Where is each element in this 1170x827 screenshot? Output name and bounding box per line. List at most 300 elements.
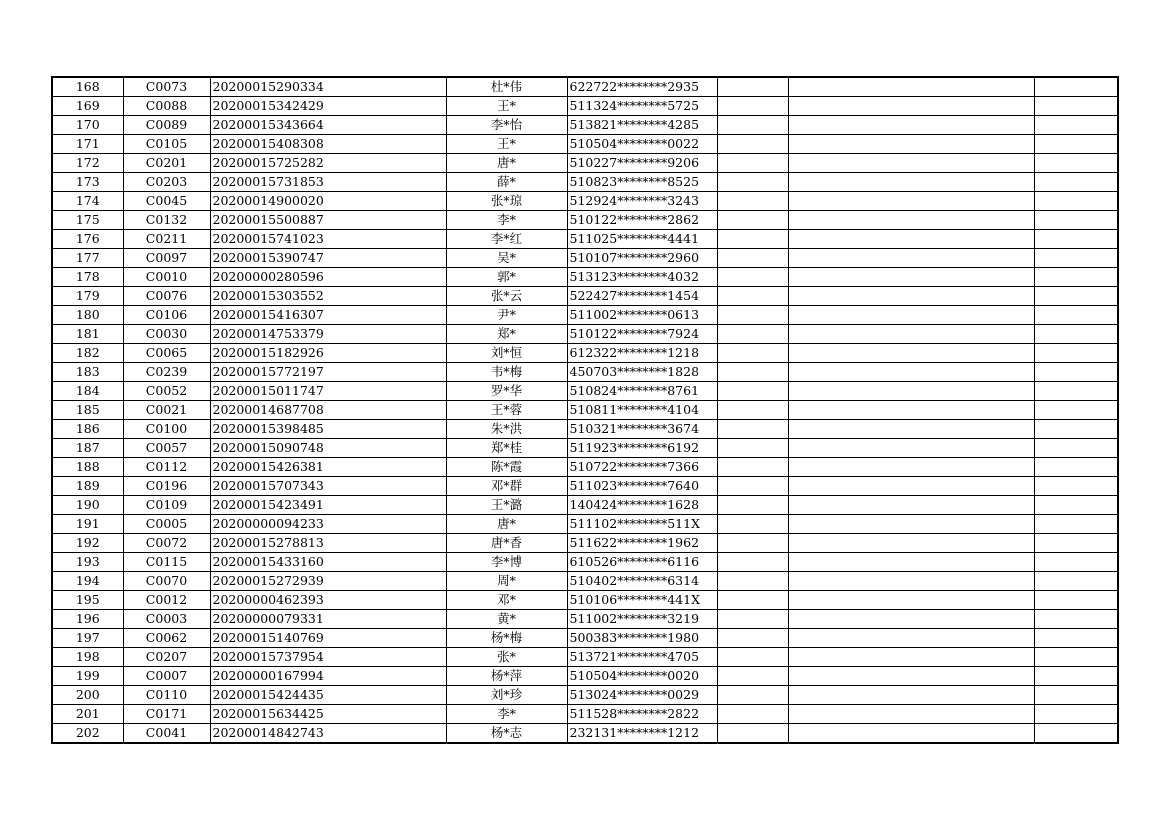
empty-cell — [788, 515, 1034, 534]
empty-cell — [1034, 553, 1118, 572]
empty-cell — [1034, 401, 1118, 420]
table-row — [52, 724, 1118, 744]
seq-cell: 189 — [52, 477, 123, 496]
ticket-number-cell: 20200000280596 — [210, 268, 446, 287]
table-row — [52, 97, 1118, 116]
empty-cell — [1034, 192, 1118, 211]
table-row — [52, 173, 1118, 192]
ticket-number-cell: 20200015500887 — [210, 211, 446, 230]
empty-cell — [1034, 77, 1118, 97]
code-cell: C0109 — [123, 496, 210, 515]
empty-cell — [788, 420, 1034, 439]
name-cell: 邓*群 — [446, 477, 567, 496]
id-number-cell: 500383********1980 — [567, 629, 717, 648]
empty-cell — [717, 458, 788, 477]
roster-table — [51, 76, 1119, 744]
empty-cell — [788, 439, 1034, 458]
name-cell: 杨*萍 — [446, 667, 567, 686]
code-cell: C0003 — [123, 610, 210, 629]
code-cell: C0211 — [123, 230, 210, 249]
empty-cell — [717, 439, 788, 458]
ticket-number-cell: 20200014842743 — [210, 724, 446, 744]
code-cell: C0030 — [123, 325, 210, 344]
code-cell: C0100 — [123, 420, 210, 439]
id-number-cell: 510122********2862 — [567, 211, 717, 230]
id-number-cell: 510811********4104 — [567, 401, 717, 420]
code-cell: C0132 — [123, 211, 210, 230]
table-row — [52, 477, 1118, 496]
id-number-cell: 511102********511X — [567, 515, 717, 534]
id-number-cell: 610526********6116 — [567, 553, 717, 572]
id-number-cell: 511002********0613 — [567, 306, 717, 325]
empty-cell — [1034, 154, 1118, 173]
code-cell: C0073 — [123, 77, 210, 97]
name-cell: 唐* — [446, 515, 567, 534]
code-cell: C0007 — [123, 667, 210, 686]
empty-cell — [788, 496, 1034, 515]
ticket-number-cell: 20200015278813 — [210, 534, 446, 553]
seq-cell: 178 — [52, 268, 123, 287]
ticket-number-cell: 20200015290334 — [210, 77, 446, 97]
name-cell: 薛* — [446, 173, 567, 192]
id-number-cell: 511324********5725 — [567, 97, 717, 116]
code-cell: C0005 — [123, 515, 210, 534]
table-row — [52, 629, 1118, 648]
table-row — [52, 116, 1118, 135]
empty-cell — [717, 648, 788, 667]
table-row — [52, 534, 1118, 553]
table-row — [52, 705, 1118, 724]
empty-cell — [717, 268, 788, 287]
code-cell: C0057 — [123, 439, 210, 458]
empty-cell — [788, 363, 1034, 382]
id-number-cell: 140424********1628 — [567, 496, 717, 515]
code-cell: C0196 — [123, 477, 210, 496]
id-number-cell: 510107********2960 — [567, 249, 717, 268]
table-row — [52, 648, 1118, 667]
code-cell: C0115 — [123, 553, 210, 572]
code-cell: C0201 — [123, 154, 210, 173]
table-row — [52, 230, 1118, 249]
name-cell: 李*博 — [446, 553, 567, 572]
empty-cell — [717, 287, 788, 306]
code-cell: C0171 — [123, 705, 210, 724]
id-number-cell: 513721********4705 — [567, 648, 717, 667]
ticket-number-cell: 20200000167994 — [210, 667, 446, 686]
name-cell: 王*蓉 — [446, 401, 567, 420]
empty-cell — [1034, 420, 1118, 439]
name-cell: 李*红 — [446, 230, 567, 249]
ticket-number-cell: 20200015272939 — [210, 572, 446, 591]
empty-cell — [788, 154, 1034, 173]
empty-cell — [1034, 230, 1118, 249]
id-number-cell: 522427********1454 — [567, 287, 717, 306]
table-row — [52, 458, 1118, 477]
code-cell: C0076 — [123, 287, 210, 306]
ticket-number-cell: 20200015390747 — [210, 249, 446, 268]
empty-cell — [1034, 268, 1118, 287]
table-row — [52, 192, 1118, 211]
seq-cell: 201 — [52, 705, 123, 724]
ticket-number-cell: 20200015426381 — [210, 458, 446, 477]
seq-cell: 193 — [52, 553, 123, 572]
empty-cell — [788, 591, 1034, 610]
seq-cell: 168 — [52, 77, 123, 97]
code-cell: C0070 — [123, 572, 210, 591]
ticket-number-cell: 20200015731853 — [210, 173, 446, 192]
id-number-cell: 450703********1828 — [567, 363, 717, 382]
empty-cell — [1034, 306, 1118, 325]
id-number-cell: 510722********7366 — [567, 458, 717, 477]
empty-cell — [717, 363, 788, 382]
empty-cell — [717, 325, 788, 344]
table-row — [52, 667, 1118, 686]
code-cell: C0239 — [123, 363, 210, 382]
name-cell: 罗*华 — [446, 382, 567, 401]
empty-cell — [1034, 515, 1118, 534]
empty-cell — [788, 116, 1034, 135]
ticket-number-cell: 20200014687708 — [210, 401, 446, 420]
seq-cell: 191 — [52, 515, 123, 534]
name-cell: 张*云 — [446, 287, 567, 306]
name-cell: 吴* — [446, 249, 567, 268]
name-cell: 杜*伟 — [446, 77, 567, 97]
code-cell: C0041 — [123, 724, 210, 744]
seq-cell: 199 — [52, 667, 123, 686]
ticket-number-cell: 20200014753379 — [210, 325, 446, 344]
empty-cell — [788, 382, 1034, 401]
seq-cell: 179 — [52, 287, 123, 306]
seq-cell: 195 — [52, 591, 123, 610]
name-cell: 李* — [446, 211, 567, 230]
empty-cell — [1034, 211, 1118, 230]
empty-cell — [788, 401, 1034, 420]
table-row — [52, 344, 1118, 363]
name-cell: 韦*梅 — [446, 363, 567, 382]
empty-cell — [1034, 363, 1118, 382]
id-number-cell: 510504********0022 — [567, 135, 717, 154]
ticket-number-cell: 20200015634425 — [210, 705, 446, 724]
name-cell: 邓* — [446, 591, 567, 610]
name-cell: 陈*霞 — [446, 458, 567, 477]
table-row — [52, 686, 1118, 705]
seq-cell: 185 — [52, 401, 123, 420]
table-row — [52, 496, 1118, 515]
name-cell: 李*怡 — [446, 116, 567, 135]
seq-cell: 194 — [52, 572, 123, 591]
code-cell: C0052 — [123, 382, 210, 401]
name-cell: 周* — [446, 572, 567, 591]
empty-cell — [717, 591, 788, 610]
seq-cell: 188 — [52, 458, 123, 477]
table-row — [52, 439, 1118, 458]
name-cell: 李* — [446, 705, 567, 724]
empty-cell — [717, 724, 788, 744]
code-cell: C0062 — [123, 629, 210, 648]
table-row — [52, 154, 1118, 173]
ticket-number-cell: 20200015433160 — [210, 553, 446, 572]
empty-cell — [1034, 648, 1118, 667]
table-row — [52, 610, 1118, 629]
name-cell: 黄* — [446, 610, 567, 629]
ticket-number-cell: 20200015741023 — [210, 230, 446, 249]
seq-cell: 172 — [52, 154, 123, 173]
id-number-cell: 512924********3243 — [567, 192, 717, 211]
empty-cell — [1034, 686, 1118, 705]
table-row — [52, 572, 1118, 591]
seq-cell: 198 — [52, 648, 123, 667]
ticket-number-cell: 20200000462393 — [210, 591, 446, 610]
name-cell: 郑*桂 — [446, 439, 567, 458]
name-cell: 王*潞 — [446, 496, 567, 515]
seq-cell: 202 — [52, 724, 123, 744]
empty-cell — [1034, 477, 1118, 496]
id-number-cell: 511622********1962 — [567, 534, 717, 553]
id-number-cell: 511023********7640 — [567, 477, 717, 496]
name-cell: 刘*珍 — [446, 686, 567, 705]
seq-cell: 175 — [52, 211, 123, 230]
empty-cell — [1034, 116, 1118, 135]
empty-cell — [717, 401, 788, 420]
id-number-cell: 513123********4032 — [567, 268, 717, 287]
id-number-cell: 232131********1212 — [567, 724, 717, 744]
ticket-number-cell: 20200015342429 — [210, 97, 446, 116]
table-row — [52, 591, 1118, 610]
ticket-number-cell: 20200015140769 — [210, 629, 446, 648]
id-number-cell: 511528********2822 — [567, 705, 717, 724]
ticket-number-cell: 20200015303552 — [210, 287, 446, 306]
name-cell: 尹* — [446, 306, 567, 325]
empty-cell — [1034, 458, 1118, 477]
id-number-cell: 510823********8525 — [567, 173, 717, 192]
code-cell: C0045 — [123, 192, 210, 211]
empty-cell — [788, 135, 1034, 154]
name-cell: 张*琼 — [446, 192, 567, 211]
empty-cell — [717, 686, 788, 705]
ticket-number-cell: 20200015707343 — [210, 477, 446, 496]
empty-cell — [788, 648, 1034, 667]
empty-cell — [788, 268, 1034, 287]
empty-cell — [717, 173, 788, 192]
seq-cell: 176 — [52, 230, 123, 249]
seq-cell: 192 — [52, 534, 123, 553]
empty-cell — [717, 629, 788, 648]
table-row — [52, 287, 1118, 306]
ticket-number-cell: 20200015011747 — [210, 382, 446, 401]
code-cell: C0088 — [123, 97, 210, 116]
empty-cell — [788, 724, 1034, 744]
seq-cell: 174 — [52, 192, 123, 211]
code-cell: C0110 — [123, 686, 210, 705]
table-row — [52, 306, 1118, 325]
id-number-cell: 513821********4285 — [567, 116, 717, 135]
ticket-number-cell: 20200015725282 — [210, 154, 446, 173]
seq-cell: 190 — [52, 496, 123, 515]
empty-cell — [1034, 534, 1118, 553]
ticket-number-cell: 20200015424435 — [210, 686, 446, 705]
empty-cell — [717, 249, 788, 268]
empty-cell — [1034, 591, 1118, 610]
empty-cell — [788, 534, 1034, 553]
empty-cell — [788, 287, 1034, 306]
name-cell: 朱*洪 — [446, 420, 567, 439]
roster-body — [52, 77, 1118, 743]
seq-cell: 196 — [52, 610, 123, 629]
seq-cell: 181 — [52, 325, 123, 344]
seq-cell: 169 — [52, 97, 123, 116]
ticket-number-cell: 20200014900020 — [210, 192, 446, 211]
seq-cell: 183 — [52, 363, 123, 382]
empty-cell — [788, 211, 1034, 230]
id-number-cell: 513024********0029 — [567, 686, 717, 705]
empty-cell — [1034, 496, 1118, 515]
empty-cell — [1034, 382, 1118, 401]
empty-cell — [717, 230, 788, 249]
empty-cell — [1034, 97, 1118, 116]
empty-cell — [717, 420, 788, 439]
code-cell: C0097 — [123, 249, 210, 268]
seq-cell: 186 — [52, 420, 123, 439]
ticket-number-cell: 20200015398485 — [210, 420, 446, 439]
seq-cell: 173 — [52, 173, 123, 192]
empty-cell — [1034, 610, 1118, 629]
empty-cell — [788, 705, 1034, 724]
id-number-cell: 510122********7924 — [567, 325, 717, 344]
table-row — [52, 135, 1118, 154]
empty-cell — [717, 496, 788, 515]
empty-cell — [717, 382, 788, 401]
empty-cell — [717, 77, 788, 97]
empty-cell — [717, 572, 788, 591]
name-cell: 郭* — [446, 268, 567, 287]
ticket-number-cell: 20200015182926 — [210, 344, 446, 363]
empty-cell — [788, 77, 1034, 97]
code-cell: C0106 — [123, 306, 210, 325]
empty-cell — [1034, 287, 1118, 306]
table-row — [52, 77, 1118, 97]
name-cell: 杨*梅 — [446, 629, 567, 648]
code-cell: C0203 — [123, 173, 210, 192]
empty-cell — [1034, 724, 1118, 744]
empty-cell — [717, 477, 788, 496]
seq-cell: 187 — [52, 439, 123, 458]
empty-cell — [788, 458, 1034, 477]
empty-cell — [717, 154, 788, 173]
empty-cell — [717, 192, 788, 211]
empty-cell — [717, 135, 788, 154]
ticket-number-cell: 20200015423491 — [210, 496, 446, 515]
empty-cell — [1034, 325, 1118, 344]
empty-cell — [1034, 705, 1118, 724]
table-row — [52, 401, 1118, 420]
empty-cell — [1034, 135, 1118, 154]
ticket-number-cell: 20200015343664 — [210, 116, 446, 135]
seq-cell: 200 — [52, 686, 123, 705]
table-row — [52, 325, 1118, 344]
id-number-cell: 510402********6314 — [567, 572, 717, 591]
code-cell: C0105 — [123, 135, 210, 154]
empty-cell — [788, 344, 1034, 363]
ticket-number-cell: 20200015772197 — [210, 363, 446, 382]
code-cell: C0010 — [123, 268, 210, 287]
id-number-cell: 622722********2935 — [567, 77, 717, 97]
ticket-number-cell: 20200000079331 — [210, 610, 446, 629]
empty-cell — [1034, 249, 1118, 268]
ticket-number-cell: 20200015408308 — [210, 135, 446, 154]
seq-cell: 197 — [52, 629, 123, 648]
empty-cell — [1034, 667, 1118, 686]
empty-cell — [788, 325, 1034, 344]
empty-cell — [1034, 173, 1118, 192]
empty-cell — [717, 515, 788, 534]
id-number-cell: 511025********4441 — [567, 230, 717, 249]
code-cell: C0089 — [123, 116, 210, 135]
seq-cell: 182 — [52, 344, 123, 363]
table-row — [52, 249, 1118, 268]
empty-cell — [717, 97, 788, 116]
name-cell: 杨*志 — [446, 724, 567, 744]
id-number-cell: 510227********9206 — [567, 154, 717, 173]
empty-cell — [717, 116, 788, 135]
id-number-cell: 511923********6192 — [567, 439, 717, 458]
empty-cell — [1034, 629, 1118, 648]
name-cell: 唐*香 — [446, 534, 567, 553]
seq-cell: 170 — [52, 116, 123, 135]
empty-cell — [788, 249, 1034, 268]
empty-cell — [717, 211, 788, 230]
empty-cell — [788, 572, 1034, 591]
ticket-number-cell: 20200015737954 — [210, 648, 446, 667]
empty-cell — [717, 534, 788, 553]
name-cell: 王* — [446, 135, 567, 154]
code-cell: C0065 — [123, 344, 210, 363]
empty-cell — [788, 306, 1034, 325]
name-cell: 张* — [446, 648, 567, 667]
empty-cell — [717, 667, 788, 686]
seq-cell: 177 — [52, 249, 123, 268]
id-number-cell: 510321********3674 — [567, 420, 717, 439]
seq-cell: 184 — [52, 382, 123, 401]
name-cell: 唐* — [446, 154, 567, 173]
ticket-number-cell: 20200000094233 — [210, 515, 446, 534]
empty-cell — [788, 667, 1034, 686]
table-row — [52, 420, 1118, 439]
empty-cell — [717, 344, 788, 363]
empty-cell — [788, 629, 1034, 648]
empty-cell — [717, 553, 788, 572]
seq-cell: 180 — [52, 306, 123, 325]
code-cell: C0021 — [123, 401, 210, 420]
code-cell: C0112 — [123, 458, 210, 477]
table-row — [52, 268, 1118, 287]
ticket-number-cell: 20200015090748 — [210, 439, 446, 458]
empty-cell — [1034, 572, 1118, 591]
id-number-cell: 612322********1218 — [567, 344, 717, 363]
code-cell: C0207 — [123, 648, 210, 667]
id-number-cell: 510106********441X — [567, 591, 717, 610]
name-cell: 郑* — [446, 325, 567, 344]
empty-cell — [788, 173, 1034, 192]
table-row — [52, 211, 1118, 230]
seq-cell: 171 — [52, 135, 123, 154]
id-number-cell: 510824********8761 — [567, 382, 717, 401]
table-row — [52, 382, 1118, 401]
empty-cell — [1034, 344, 1118, 363]
id-number-cell: 510504********0020 — [567, 667, 717, 686]
empty-cell — [717, 306, 788, 325]
empty-cell — [717, 705, 788, 724]
empty-cell — [717, 610, 788, 629]
